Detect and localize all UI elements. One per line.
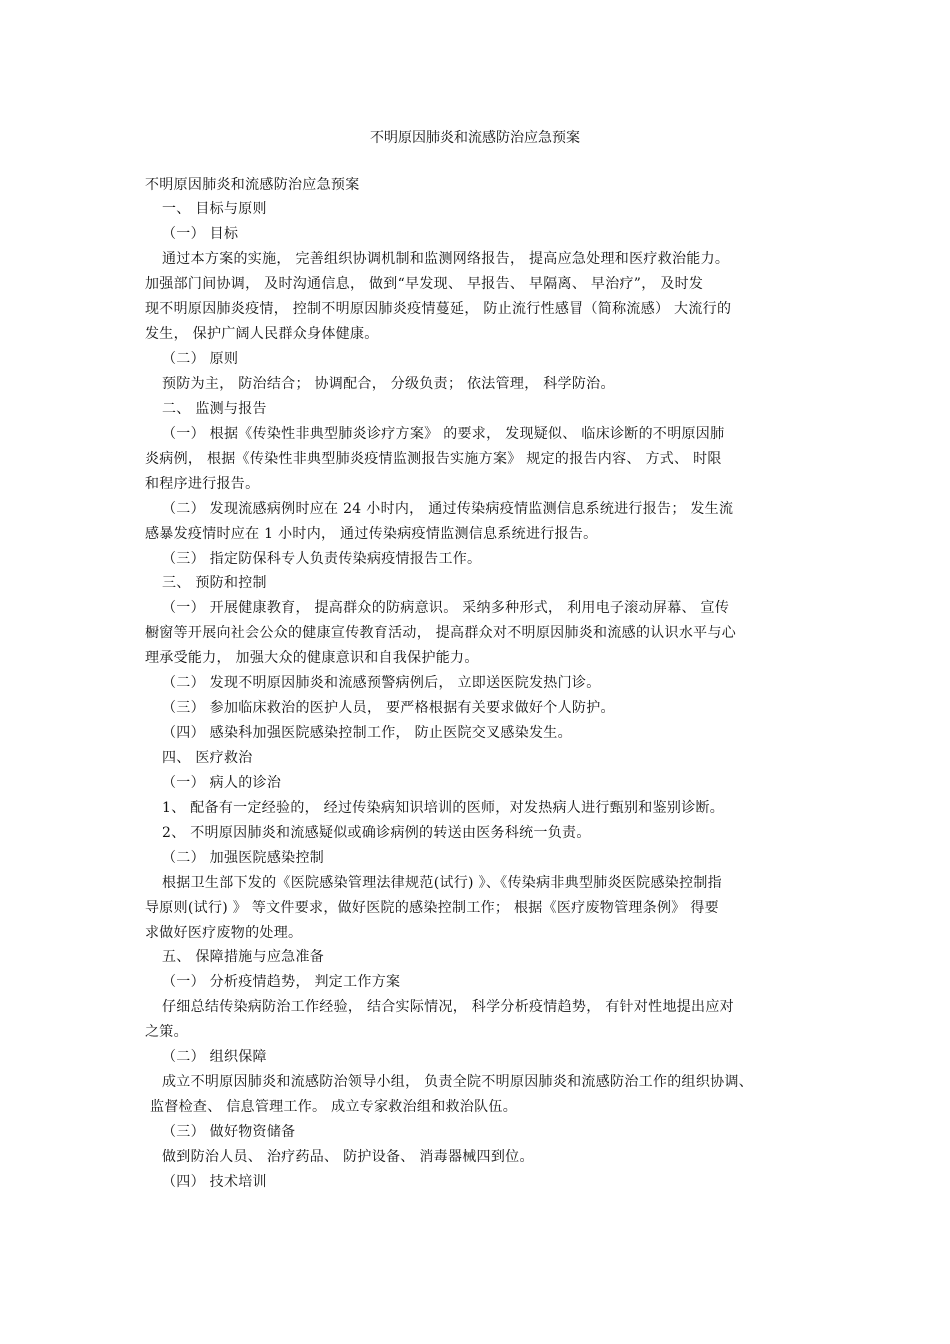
body-line: （一） 分析疫情趋势， 判定工作方案 [162,974,401,990]
body-line: （四） 技术培训 [162,1174,267,1190]
body-line: 现不明原因肺炎疫情， 控制不明原因肺炎疫情蔓延， 防止流行性感冒（简称流感） 大流行的 [145,301,732,317]
body-line: 四、 医疗救治 [162,750,253,766]
document-title: 不明原因肺炎和流感防治应急预案 [370,130,580,146]
body-line: 和程序进行报告。 [145,476,260,492]
body-line: （一） 病人的诊治 [162,775,282,791]
body-line: 不明原因肺炎和流感防治应急预案 [145,177,360,193]
body-line: （三） 指定防保科专人负责传染病疫情报告工作。 [162,551,482,567]
body-line: 三、 预防和控制 [162,575,267,591]
body-line: （三） 参加临床救治的医护人员， 要严格根据有关要求做好个人防护。 [162,700,615,716]
body-line: 2、 不明原因肺炎和流感疑似或确诊病例的转送由医务科统一负责。 [162,825,591,841]
body-line: 预防为主， 防治结合； 协调配合， 分级负责； 依法管理， 科学防治。 [162,376,615,392]
body-line: 根据卫生部下发的《医院感染管理法律规范(试行) 》、《传染病非典型肺炎医院感染控制指 [162,875,722,891]
body-line: 求做好医疗废物的处理。 [145,925,303,941]
body-line: （二） 原则 [162,351,239,367]
body-line: 感暴发疫情时应在 1 小时内， 通过传染病疫情监测信息系统进行报告。 [145,526,598,542]
body-line: 五、 保障措施与应急准备 [162,949,325,965]
body-line: 导原则(试行) 》 等文件要求，做好医院的感染控制工作； 根据《医疗废物管理条例》 得要 [145,900,719,916]
body-line: 二、 监测与报告 [162,401,267,417]
body-line: （一） 根据《传染性非典型肺炎诊疗方案》 的要求， 发现疑似、 临床诊断的不明原因肺 [162,426,725,442]
body-line: （一） 目标 [162,226,239,242]
body-line: 理承受能力， 加强大众的健康意识和自我保护能力。 [145,650,479,666]
body-line: 发生， 保护广阔人民群众身体健康。 [145,326,379,342]
body-line: 仔细总结传染病防治工作经验， 结合实际情况， 科学分析疫情趋势， 有针对性地提出应对 [162,999,734,1015]
body-line: （二） 发现不明原因肺炎和流感预警病例后， 立即送医院发热门诊。 [162,675,601,691]
body-line: （四） 感染科加强医院感染控制工作， 防止医院交叉感染发生。 [162,725,572,741]
body-line: 炎病例， 根据《传染性非典型肺炎疫情监测报告实施方案》 规定的报告内容、 方式、 时限 [145,451,722,467]
body-line: （三） 做好物资储备 [162,1124,296,1140]
body-line: 成立不明原因肺炎和流感防治领导小组， 负责全院不明原因肺炎和流感防治工作的组织协调、 [162,1074,754,1090]
body-line: （一） 开展健康教育， 提高群众的防病意识。 采纳多种形式， 利用电子滚动屏幕、 宣传 [162,600,730,616]
body-line: 之策。 [145,1024,188,1040]
body-line: （二） 加强医院感染控制 [162,850,325,866]
body-line: 橱窗等开展向社会公众的健康宣传教育活动， 提高群众对不明原因肺炎和流感的认识水平与心 [145,625,737,641]
body-line: 1、 配备有一定经验的， 经过传染病知识培训的医师，对发热病人进行甄别和鉴别诊断。 [162,800,725,816]
body-line: 加强部门间协调， 及时沟通信息， 做到“早发现、 早报告、 早隔离、 早治疗”， 及时发 [145,276,704,292]
body-line: （二） 发现流感病例时应在 24 小时内， 通过传染病疫情监测信息系统进行报告； 发生流 [162,501,734,517]
body-line: 一、 目标与原则 [162,201,267,217]
body-line: 通过本方案的实施， 完善组织协调机制和监测网络报告， 提高应急处理和医疗救治能力。 [162,251,730,267]
body-line: （二） 组织保障 [162,1049,267,1065]
body-line: 做到防治人员、 治疗药品、 防护设备、 消毒器械四到位。 [162,1149,534,1165]
body-line: 监督检查、 信息管理工作。 成立专家救治组和救治队伍。 [150,1099,517,1115]
